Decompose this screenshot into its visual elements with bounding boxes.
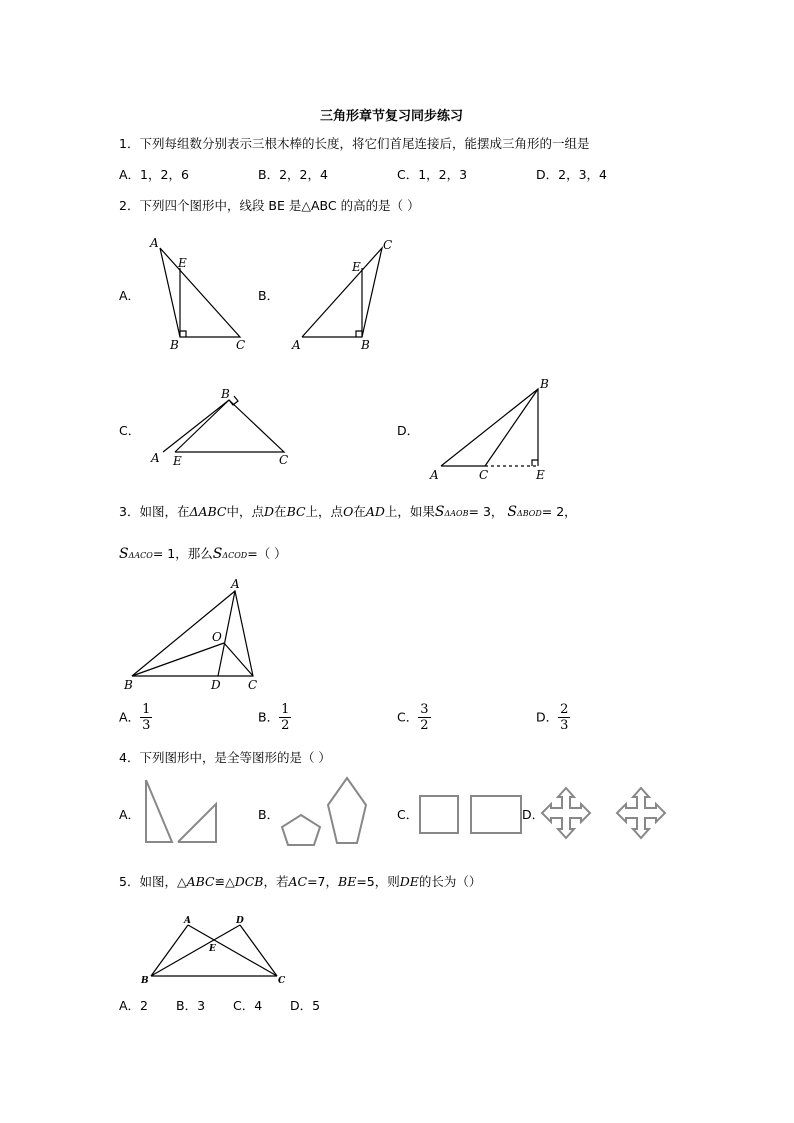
q5-label-E: E xyxy=(209,944,216,954)
q2d-label-B: B xyxy=(540,377,549,391)
q4-label-c: C． xyxy=(397,807,419,822)
q2-label-a: A． xyxy=(119,288,141,303)
q5-option-b: B．3 xyxy=(176,998,206,1013)
q3-option-d: D． $\frac{2}{3}$ xyxy=(536,702,569,733)
q5-option-c: C．4 xyxy=(233,998,263,1013)
q3-label-B: B xyxy=(124,678,133,692)
q1-option-a: A．1，2，6 xyxy=(119,167,189,182)
q5-option-a: A．2 xyxy=(119,998,149,1013)
q4-label-a: A． xyxy=(119,807,141,822)
q3-label-O: O xyxy=(212,630,222,644)
q2-label-c: C． xyxy=(119,423,141,438)
q3-label-D: D xyxy=(211,678,221,692)
q5-label-D: D xyxy=(236,916,244,926)
q2a-label-A: A xyxy=(150,236,159,250)
q2b-label-E: E xyxy=(352,260,361,274)
q3-option-c: C． $\frac{3}{2}$ xyxy=(397,702,429,733)
q2-label-b: B． xyxy=(258,288,280,303)
q1-option-d: D．2，3，4 xyxy=(536,167,607,182)
q3-label-C: C xyxy=(248,678,258,692)
q5-label-A: A xyxy=(184,916,191,926)
q2b-label-C: C xyxy=(383,238,393,252)
q2b-label-A: A xyxy=(292,338,301,352)
q4-label-b: B． xyxy=(258,807,280,822)
q2-stem: 2．下列四个图形中，线段 BE 是△ABC 的高的是（ ） xyxy=(119,198,420,213)
q1-stem: 1．下列每组数分别表示三根木棒的长度，将它们首尾连接后，能摆成三角形的一组是 xyxy=(119,136,590,151)
q2a-label-C: C xyxy=(236,338,246,352)
q3-line2: SΔACO= 1，那么SΔCOD=（ ） xyxy=(119,546,287,562)
q2c-label-A: A xyxy=(151,451,160,465)
q2d-label-C: C xyxy=(479,468,489,482)
q5-option-d: D．5 xyxy=(290,998,321,1013)
q5-stem: 5．如图，△ABC≌△DCB，若AC=7，BE=5，则DE的长为（） xyxy=(119,874,482,889)
q1-option-c: C．1，2，3 xyxy=(397,167,468,182)
q2c-label-E: E xyxy=(173,454,182,468)
q3-option-a: A． $\frac{1}{3}$ xyxy=(119,702,151,733)
q2d-label-A: A xyxy=(430,468,439,482)
q2b-label-B: B xyxy=(361,338,370,352)
q1-option-b: B．2，2，4 xyxy=(258,167,328,182)
q2a-label-E: E xyxy=(178,256,187,270)
q5-label-B: B xyxy=(141,976,149,986)
q4-label-d: D． xyxy=(522,807,545,822)
q2-label-d: D． xyxy=(397,423,420,438)
q5-label-C: C xyxy=(278,976,286,986)
q2c-label-C: C xyxy=(279,453,289,467)
q2d-label-E: E xyxy=(536,468,545,482)
q3-label-A: A xyxy=(231,577,240,591)
q2c-label-B: B xyxy=(221,387,230,401)
q3-line1: 3．如图，在ΔABC中，点D在BC上，点O在AD上，如果SΔAOB= 3， SΔBOD= 2， xyxy=(119,504,577,520)
page-title: 三角形章节复习同步练习 xyxy=(320,109,464,124)
q3-option-b: B． $\frac{1}{2}$ xyxy=(258,702,290,733)
q4-stem: 4．下列图形中，是全等图形的是（ ） xyxy=(119,750,331,765)
q2a-label-B: B xyxy=(170,338,179,352)
